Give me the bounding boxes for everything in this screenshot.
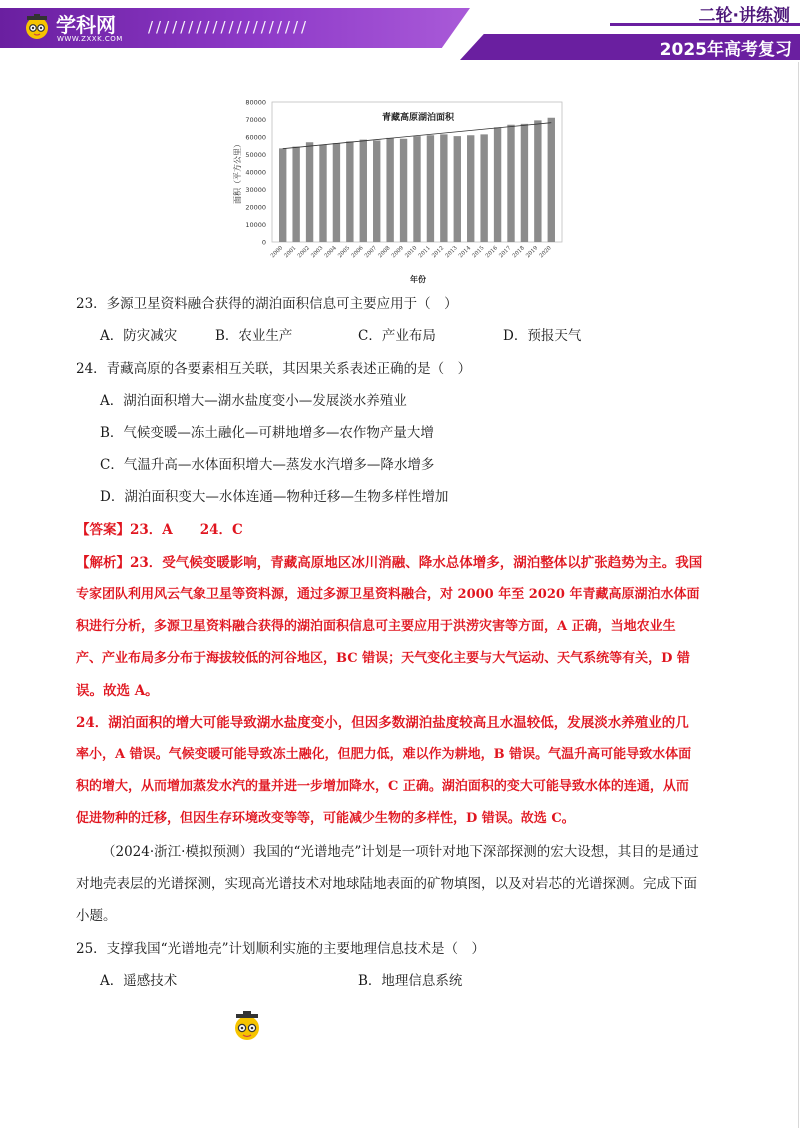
bar-2006 (360, 140, 367, 242)
header-banner (0, 0, 800, 62)
y-tick-label: 40000 (245, 168, 266, 177)
answer-line (76, 520, 243, 540)
analysis-24-line-1: 24．湖泊面积的增大可能导致湖水盐度变小，但因多数湖泊盐度较高且水温较低，发展淡水养殖业的几 (76, 715, 689, 731)
x-tick-label: 2004 (323, 245, 338, 260)
bar-2004 (333, 143, 340, 242)
x-tick-label: 2009 (390, 245, 405, 260)
x-tick-label: 2000 (269, 245, 285, 260)
x-tick-label: 2014 (457, 245, 473, 260)
x-tick-label: 2016 (484, 245, 499, 260)
x-tick-label: 2001 (283, 245, 298, 260)
x-tick-label: 2018 (511, 245, 526, 260)
q24-option-b[interactable]: B．气候变暖—冻土融化—可耕地增多—农作物产量大增 (100, 425, 434, 441)
y-tick-label: 30000 (245, 186, 266, 194)
chart-xlabel: 年份 (410, 275, 426, 284)
logo-url: WWW.ZXXK.COM (57, 35, 123, 43)
q24-option-c[interactable]: C．气温升高—水体面积增大—蒸发水汽增多—降水增多 (100, 457, 435, 473)
answer-text: 23．A 24．C (130, 522, 243, 538)
question-25: 25．支撑我国“光谱地壳”计划顺利实施的主要地理信息技术是（ ） (76, 941, 485, 957)
q23-option-d[interactable]: D．预报天气 (503, 328, 582, 344)
bar-2002 (306, 142, 313, 242)
intro-line-3: 小题。 (76, 908, 117, 924)
x-tick-label: 2020 (538, 245, 553, 260)
analysis-24-line-3: 积的增大，从而增加蒸发水汽的量并进一步增加降水，C 正确。湖泊面积的变大可能导致水体的连通，从而 (76, 779, 689, 794)
bar-2019 (534, 120, 541, 242)
series-label: 二轮·讲练测 (698, 6, 790, 26)
bar-2001 (292, 147, 299, 242)
y-tick-label: 60000 (245, 133, 266, 142)
analysis-23-line-4: 产、产业布局多分布于海拔较低的河谷地区，BC 错误；天气变化主要与大气运动、天气系统等有关，D 错 (76, 651, 690, 666)
y-tick-label: 20000 (245, 203, 266, 212)
x-tick-label: 2013 (444, 245, 459, 260)
chart-title: 青藏高原湖泊面积 (381, 113, 455, 123)
lake-area-chart (228, 96, 570, 288)
bar-2000 (279, 148, 286, 242)
logo-mascot-icon (24, 14, 50, 40)
bar-2015 (480, 134, 487, 242)
bar-2007 (373, 141, 380, 243)
bar-2011 (427, 135, 434, 242)
q24-option-a[interactable]: A．湖泊面积增大—湖水盐度变小—发展淡水养殖业 (100, 393, 407, 409)
answer-tag: 【答案】 (76, 522, 130, 538)
bar-2016 (494, 127, 501, 242)
page-border (798, 62, 799, 1128)
bar-2014 (467, 135, 474, 242)
y-tick-label: 10000 (245, 221, 266, 229)
bar-2009 (400, 139, 407, 242)
bar-2010 (413, 136, 420, 242)
x-tick-label: 2012 (431, 245, 446, 260)
x-tick-label: 2019 (525, 245, 540, 260)
bar-2017 (507, 125, 514, 242)
x-tick-label: 2017 (498, 245, 513, 260)
analysis-23-line-5: 误。故选 A。 (76, 683, 159, 699)
analysis-24-line-4: 促进物种的迁移，但因生存环境改变等等，可能减少生物的多样性，D 错误。故选 C。 (76, 811, 575, 826)
q24-option-d[interactable]: D．湖泊面积变大—水体连通—物种迁移—生物多样性增加 (100, 489, 449, 505)
bar-2018 (521, 124, 528, 242)
bar-2012 (440, 134, 447, 242)
intro-line-2: 对地壳表层的光谱探测，实现高光谱技术对地球陆地表面的矿物填图，以及对岩芯的光谱探测。完成下面 (76, 876, 697, 892)
question-24: 24．青藏高原的各要素相互关联，其因果关系表述正确的是（ ） (76, 361, 472, 377)
x-tick-label: 2007 (363, 245, 379, 260)
question-23: 23．多源卫星资料融合获得的湖泊面积信息可主要应用于（ ） (76, 296, 458, 312)
analysis-23-line-1 (76, 553, 702, 573)
q23-option-c[interactable]: C．产业布局 (358, 328, 436, 344)
y-tick-label: 0 (261, 238, 266, 247)
intro-line-1: （2024·浙江·模拟预测）我国的“光谱地壳”计划是一项针对地下深部探测的宏大设想，其目的是通过 (102, 844, 699, 860)
bar-2020 (548, 118, 555, 242)
x-tick-label: 2015 (471, 245, 486, 260)
footer-mascot-icon (232, 1010, 262, 1042)
chart-ylabel: 面积（平方公里） (233, 140, 242, 204)
y-tick-label: 70000 (245, 116, 266, 124)
bar-2003 (319, 145, 326, 242)
header-slash-pattern: //////////////////// (148, 18, 310, 36)
logo-title: 学科网 (56, 13, 116, 37)
x-tick-label: 2010 (404, 245, 419, 260)
x-tick-label: 2006 (350, 245, 365, 260)
analysis-23-line-3: 积进行分析，多源卫星资料融合获得的湖泊面积信息可主要应用于洪涝灾害等方面，A 正确，当地农业生 (76, 619, 676, 634)
analysis-23-text: 23．受气候变暖影响，青藏高原地区冰川消融、降水总体增多，湖泊整体以扩张趋势为主。我国 (130, 555, 703, 571)
x-tick-label: 2005 (337, 245, 352, 260)
x-tick-label: 2008 (377, 245, 392, 260)
x-tick-label: 2002 (296, 245, 311, 260)
y-tick-label: 80000 (245, 98, 266, 107)
y-tick-label: 50000 (245, 151, 266, 159)
x-tick-label: 2003 (310, 245, 325, 260)
analysis-23-line-2: 专家团队利用风云气象卫星等资料源，通过多源卫星资料融合，对 2000 年至 2020 年青藏高原湖泊水体面 (76, 587, 700, 602)
q25-option-a[interactable]: A．遥感技术 (100, 973, 178, 989)
q23-option-b[interactable]: B．农业生产 (215, 328, 293, 344)
q25-option-b[interactable]: B．地理信息系统 (358, 973, 463, 989)
bar-2005 (346, 141, 353, 242)
bar-2013 (454, 136, 461, 242)
analysis-tag: 【解析】 (76, 555, 130, 571)
x-tick-label: 2011 (417, 245, 432, 260)
analysis-24-line-2: 率小，A 错误。气候变暖可能导致冻土融化，但肥力低，难以作为耕地，B 错误。气温升高可能导致水体面 (76, 747, 692, 762)
bar-2008 (386, 138, 393, 242)
q23-option-a[interactable]: A．防灾减灾 (100, 328, 178, 344)
year-label: 2025年高考复习 (659, 40, 792, 60)
